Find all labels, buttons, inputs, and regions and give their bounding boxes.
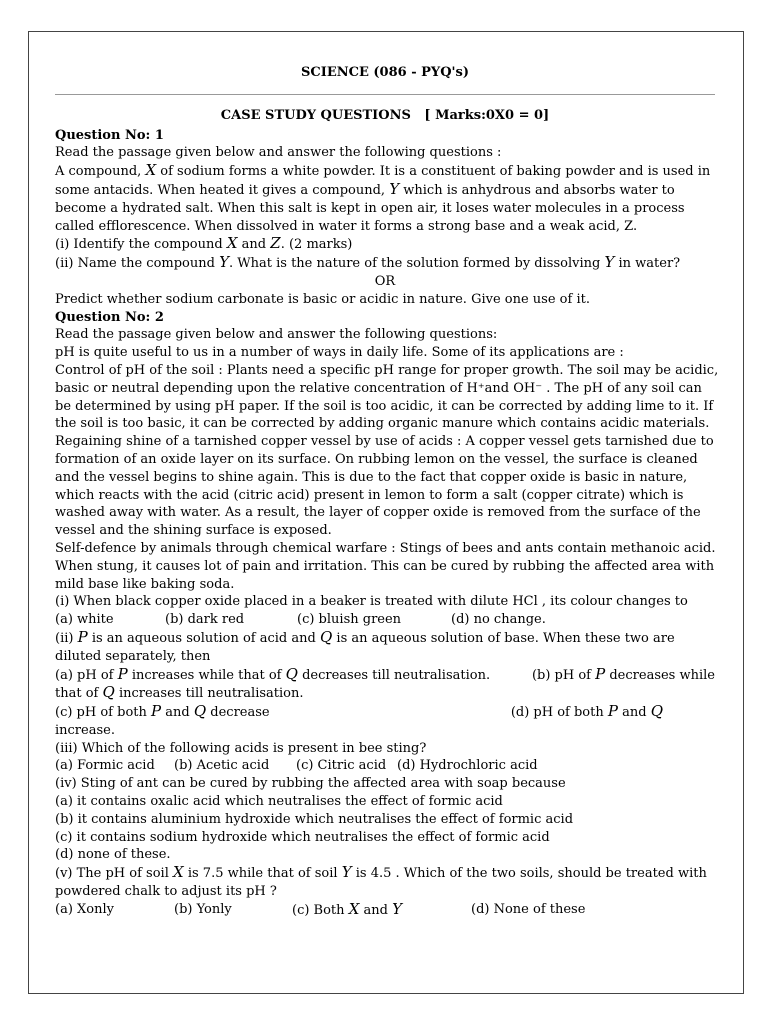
q2-part-ii-options-cd bbox=[55, 703, 715, 722]
q2-passage-line: be determined by using pH paper. If the soil is too acidic, it can be corrected by adding lime to it. If bbox=[55, 398, 714, 414]
q2-part-v-options bbox=[55, 901, 715, 920]
math-var: P bbox=[607, 702, 618, 721]
q1-text: in water? bbox=[618, 256, 681, 272]
opt-text: increases till neutralisation. bbox=[118, 686, 304, 702]
option: (a) Formic acid bbox=[55, 758, 155, 774]
q1-predict: Predict whether sodium carbonate is basic or acidic in nature. Give one use of it. bbox=[55, 291, 590, 307]
q1-passage-line: called efflorescence. When dissolved in water it forms a strong base and a weak acid, Z. bbox=[55, 218, 638, 234]
opt-text: (c) pH of both bbox=[55, 705, 147, 721]
math-var: P bbox=[77, 627, 88, 646]
q2-passage-line: formation of an oxide layer on its surface. On rubbing lemon on the vessel, the surface is cleaned bbox=[55, 451, 698, 467]
opt-text: and bbox=[165, 705, 190, 721]
option: (c) Citric acid bbox=[296, 758, 387, 774]
q2-part-iv: (iv) Sting of ant can be cured by rubbing the affected area with soap because bbox=[55, 776, 566, 792]
q2-passage-line: which reacts with the acid (citric acid) present in lemon to form a salt (copper citrate) which is bbox=[55, 487, 684, 503]
math-var: Y bbox=[389, 179, 400, 198]
math-var: P bbox=[595, 664, 606, 683]
math-var: Q bbox=[650, 702, 663, 721]
q2-text: is an aqueous solution of base. When these two are bbox=[336, 630, 675, 646]
option: (a) it contains oxalic acid which neutralises the effect of formic acid bbox=[55, 794, 503, 810]
q2-passage-line: Self-defence by animals through chemical warfare : Stings of bees and ants contain methanoic acid. bbox=[55, 540, 716, 556]
q2-passage-line: When stung, it causes lot of pain and irritation. This can be cured by rubbing the affected area with bbox=[55, 558, 715, 574]
q1-text: . What is the nature of the solution formed by dissolving bbox=[229, 256, 601, 272]
opt-text: decreases till neutralisation. bbox=[302, 667, 491, 683]
section-subtitle: CASE STUDY QUESTIONS [ Marks:0X0 = 0] bbox=[220, 107, 550, 123]
math-var: Q bbox=[102, 683, 115, 702]
q2-text: is 7.5 while that of soil bbox=[187, 866, 338, 882]
option-d bbox=[511, 703, 663, 722]
math-var: P bbox=[117, 664, 128, 683]
q2-part-iii: (iii) Which of the following acids is present in bee sting? bbox=[55, 740, 427, 756]
option bbox=[292, 901, 471, 920]
opt-text: (b) pH of bbox=[531, 667, 591, 683]
math-var: Q bbox=[319, 627, 333, 646]
opt-text: (a) pH of bbox=[55, 667, 114, 683]
math-var: Q bbox=[193, 702, 207, 721]
opt-text: that of bbox=[55, 686, 99, 702]
q2-passage-line: and the vessel begins to shine again. This is due to the fact that copper oxide is basic in nature, bbox=[55, 469, 688, 485]
option: (d) none of these. bbox=[55, 847, 171, 863]
opt-text: decrease bbox=[210, 705, 270, 721]
q2-part-ii bbox=[55, 629, 715, 648]
q1-text: of sodium forms a white powder. It is a constituent of baking powder and is used in bbox=[160, 164, 711, 180]
math-var: X bbox=[145, 161, 157, 180]
or-separator: OR bbox=[374, 273, 396, 289]
q2-passage-line: Regaining shine of a tarnished copper vessel by use of acids : A copper vessel gets tarnished due to bbox=[55, 434, 714, 450]
option: (b) Acetic acid bbox=[174, 758, 270, 774]
option: (a) white bbox=[55, 612, 114, 628]
opt-text: (c) Both bbox=[292, 902, 345, 918]
math-var: Y bbox=[219, 253, 229, 272]
math-var: Y bbox=[604, 253, 615, 272]
option: (c) it contains sodium hydroxide which neutralises the effect of formic acid bbox=[55, 829, 550, 845]
option-b bbox=[532, 666, 715, 685]
option: (b) dark red bbox=[165, 612, 245, 628]
math-var: Y bbox=[341, 863, 352, 882]
q2-passage-line: washed away with water. As a result, the layer of copper oxide is removed from the surface of the bbox=[55, 505, 701, 521]
option: (d) Hydrochloric acid bbox=[397, 758, 538, 774]
q1-passage-line bbox=[55, 162, 715, 181]
q1-text: (ii) Name the compound bbox=[55, 256, 215, 272]
q1-intro: Read the passage given below and answer the following questions : bbox=[55, 145, 502, 161]
page-title: SCIENCE (086 - PYQ's) bbox=[301, 65, 469, 80]
q2-text: is 4.5 . Which of the two soils, should be treated with bbox=[355, 866, 707, 882]
option: (d) None of these bbox=[471, 901, 586, 917]
q2-part-v bbox=[55, 864, 715, 883]
q1-part-i bbox=[55, 235, 715, 254]
q2-text: basic or neutral depending upon the relative concentration of bbox=[55, 380, 463, 396]
question-1-heading: Question No: 1 bbox=[55, 127, 164, 143]
opt-text: and bbox=[622, 705, 647, 721]
option: (c) bluish green bbox=[297, 612, 402, 628]
opt-text: increases while that of bbox=[131, 667, 282, 683]
q1-text: . (2 marks) bbox=[280, 237, 353, 253]
math-var: Y bbox=[392, 899, 403, 918]
q2-part-ii-options-ab bbox=[55, 666, 715, 685]
math-var: X bbox=[173, 863, 184, 882]
q2-part-ii-option-d-cont: increase. bbox=[55, 722, 115, 738]
q1-text: (i) Identify the compound bbox=[55, 237, 223, 253]
math-var: Q bbox=[285, 664, 298, 683]
q2-passage-line: Control of pH of the soil : Plants need a specific pH range for proper growth. The soil may be acidic, bbox=[55, 362, 719, 378]
q2-part-v-cont: powdered chalk to adjust its pH ? bbox=[55, 884, 277, 900]
option: (d) no change. bbox=[451, 612, 546, 628]
q1-passage-line: become a hydrated salt. When this salt is kept in open air, it loses water molecules in a process bbox=[55, 200, 685, 216]
q2-passage-line: pH is quite useful to us in a number of ways in daily life. Some of its applications are : bbox=[55, 345, 624, 361]
q2-passage-line: vessel and the shining surface is exposed. bbox=[55, 523, 332, 539]
question-2-heading: Question No: 2 bbox=[55, 309, 164, 325]
q1-part-ii bbox=[55, 254, 715, 273]
document-content bbox=[55, 64, 719, 920]
q1-text: and bbox=[241, 237, 267, 253]
q2-passage-line bbox=[55, 380, 715, 398]
q2-part-i: (i) When black copper oxide placed in a beaker is treated with dilute HCl , its colour changes to bbox=[55, 594, 688, 610]
q1-text: some antacids. When heated it gives a compound, bbox=[55, 182, 386, 198]
option-a bbox=[55, 666, 490, 685]
q1-text: A compound, bbox=[55, 164, 142, 180]
q2-passage-line: the soil is too basic, it can be corrected by adding organic manure which contains acidic materials. bbox=[55, 416, 710, 432]
q2-part-iii-options bbox=[55, 757, 715, 775]
opt-text: decreases while bbox=[609, 667, 715, 683]
q2-part-ii-option-b-cont bbox=[55, 684, 715, 703]
option: (a) Xonly bbox=[55, 901, 114, 917]
title-divider bbox=[55, 94, 715, 95]
option-c bbox=[55, 703, 270, 722]
q2-part-i-options bbox=[55, 611, 715, 629]
q2-text: is an aqueous solution of acid and bbox=[91, 630, 316, 646]
math-var: Z bbox=[270, 234, 281, 253]
opt-text: and bbox=[363, 902, 388, 918]
math-var: X bbox=[226, 234, 238, 253]
q2-text: and bbox=[484, 380, 510, 396]
q2-text: (v) The pH of soil bbox=[55, 866, 169, 882]
q2-part-ii-cont: diluted separately, then bbox=[55, 648, 211, 664]
opt-text: (d) pH of both bbox=[510, 705, 604, 721]
math-var: P bbox=[151, 702, 162, 721]
q2-intro: Read the passage given below and answer the following questions: bbox=[55, 327, 498, 343]
q2-passage-line: mild base like baking soda. bbox=[55, 576, 235, 592]
option: (b) it contains aluminium hydroxide which neutralises the effect of formic acid bbox=[55, 811, 574, 827]
math-ion: OH⁻ bbox=[513, 380, 543, 396]
q2-text: (ii) bbox=[55, 630, 74, 646]
q2-text: . The pH of any soil can bbox=[546, 380, 702, 396]
q1-text: which is anhydrous and absorbs water to bbox=[403, 182, 675, 198]
option: (b) Yonly bbox=[174, 901, 232, 917]
q1-passage-line bbox=[55, 181, 715, 200]
math-var: X bbox=[348, 899, 360, 918]
math-ion: H⁺ bbox=[466, 380, 485, 396]
